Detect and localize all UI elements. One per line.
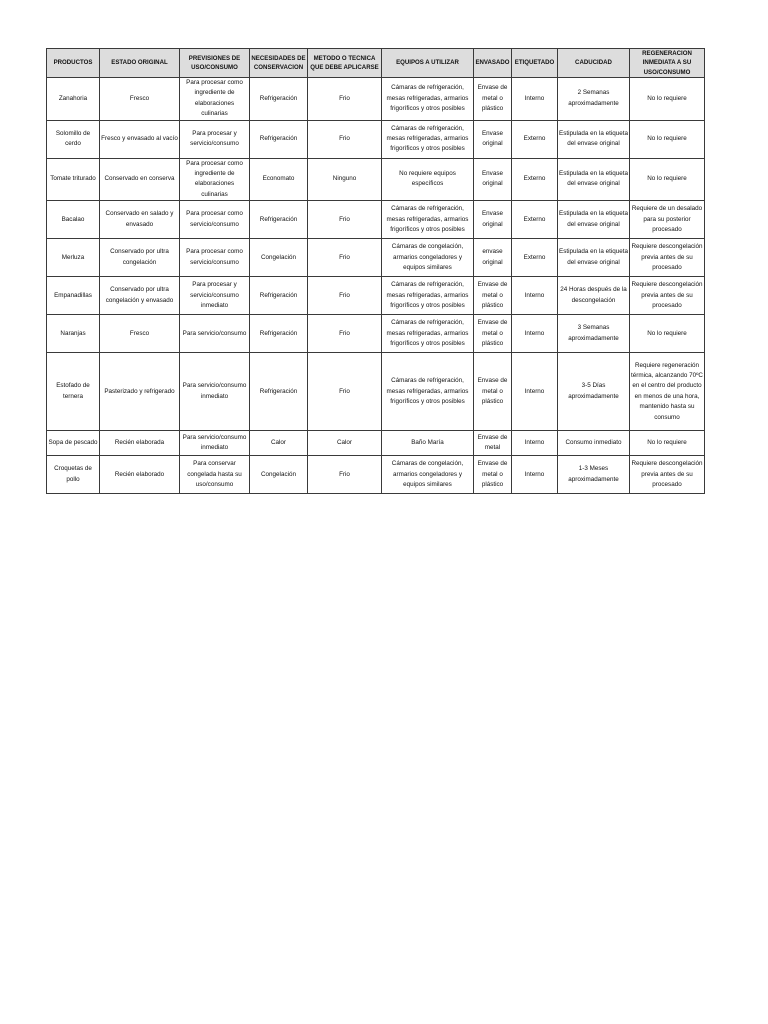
table-cell: Merluza [47,239,100,277]
table-cell: Frio [308,120,382,158]
table-cell: Tomate triturado [47,158,100,201]
table-cell: Zanahoria [47,78,100,121]
table-cell: Requiere descongelación previa antes de su procesado [630,277,705,315]
table-cell: Calor [308,431,382,456]
table-cell: No lo requiere [630,78,705,121]
table-cell: Requiere descongelación previa antes de su procesado [630,239,705,277]
table-row [47,120,705,158]
table-row [47,431,705,456]
table-cell: Estipulada en la etiqueta del envase original [558,120,630,158]
header-envasado: ENVASADO [474,49,512,78]
table-cell: Recién elaborado [100,456,180,494]
table-cell: Cámaras de refrigeración, mesas refrigeradas, armarios frigoríficos y otros posibles [382,120,474,158]
header-previsiones: PREVISIONES DE USO/CONSUMO [180,49,250,78]
table-cell: Estipulada en la etiqueta del envase original [558,158,630,201]
table-cell: Estipulada en la etiqueta del envase original [558,239,630,277]
table-cell: Requiere regeneración térmica, alcanzando 70ºC en el centro del producto en menos de una hora, mantenido hasta su consumo [630,353,705,431]
products-conservation-table [46,48,705,494]
table-cell: Para procesar como ingrediente de elaboraciones culinarias [180,78,250,121]
table-cell: Ninguno [308,158,382,201]
table-cell: Para procesar como servicio/consumo [180,239,250,277]
table-row [47,353,705,431]
table-cell: Externo [512,120,558,158]
table-row [47,239,705,277]
table-cell: Pasterizado y refrigerado [100,353,180,431]
table-cell: No requiere equipos específicos [382,158,474,201]
table-cell: Para conservar congelada hasta su uso/consumo [180,456,250,494]
table-cell: Cámaras de refrigeración, mesas refrigeradas, armarios frigoríficos y otros posibles [382,315,474,353]
table-cell: Frio [308,78,382,121]
table-cell: Conservado por ultra congelación y envasado [100,277,180,315]
header-caducidad: CADUCIDAD [558,49,630,78]
table-cell: Envase original [474,201,512,239]
table-cell: Requiere de un desalado para su posterior procesado [630,201,705,239]
table-cell: Congelación [250,239,308,277]
table-cell: Estofado de ternera [47,353,100,431]
table-cell: Requiere descongelación previa antes de su procesado [630,456,705,494]
table-cell: No lo requiere [630,120,705,158]
table-cell: Conservado por ultra congelación [100,239,180,277]
table-cell: Externo [512,201,558,239]
table-cell: Interno [512,78,558,121]
header-row [47,49,705,78]
table-cell: Refrigeración [250,315,308,353]
table-cell: Economato [250,158,308,201]
header-equipos: EQUIPOS A UTILIZAR [382,49,474,78]
table-cell: Envase de metal o plástico [474,277,512,315]
table-cell: Envase original [474,120,512,158]
table-cell: Para servicio/consumo inmediato [180,431,250,456]
table-cell: Interno [512,277,558,315]
table-cell: Para procesar y servicio/consumo inmediato [180,277,250,315]
table-row [47,158,705,201]
table-cell: 2 Semanas aproximadamente [558,78,630,121]
table-cell: Refrigeración [250,353,308,431]
table-cell: Para procesar como ingrediente de elaboraciones culinarias [180,158,250,201]
table-cell: Refrigeración [250,78,308,121]
table-cell: No lo requiere [630,315,705,353]
table-cell: Conservado en conserva [100,158,180,201]
table-cell: Interno [512,431,558,456]
table-cell: Fresco [100,315,180,353]
table-cell: Calor [250,431,308,456]
table-row [47,277,705,315]
table-cell: Externo [512,239,558,277]
table-cell: Naranjas [47,315,100,353]
table-cell: Para servicio/consumo inmediato [180,353,250,431]
table-cell: Conservado en salado y envasado [100,201,180,239]
header-etiquetado: ETIQUETADO [512,49,558,78]
table-cell: Para servicio/consumo [180,315,250,353]
table-row [47,315,705,353]
table-cell: Solomillo de cerdo [47,120,100,158]
table-cell: envase original [474,239,512,277]
table-cell: Congelación [250,456,308,494]
table-cell: Interno [512,456,558,494]
table-row [47,78,705,121]
table-cell: Fresco [100,78,180,121]
table-cell: Refrigeración [250,201,308,239]
table-cell: 24 Horas después de la descongelación [558,277,630,315]
table-cell: Sopa de pescado [47,431,100,456]
header-productos: PRODUCTOS [47,49,100,78]
table-cell: Frio [308,353,382,431]
table-cell: Fresco y envasado al vacío [100,120,180,158]
table-cell: 3 Semanas aproximadamente [558,315,630,353]
table-cell: Frio [308,201,382,239]
table-cell: Envase de metal o plástico [474,78,512,121]
table-cell: Baño María [382,431,474,456]
table-row [47,456,705,494]
table-cell: No lo requiere [630,158,705,201]
table-cell: Cámaras de congelación, armarios congeladores y equipos similares [382,456,474,494]
table-cell: Estipulada en la etiqueta del envase original [558,201,630,239]
table-cell: No lo requiere [630,431,705,456]
table-cell: Recién elaborada [100,431,180,456]
header-metodo: METODO O TECNICA QUE DEBE APLICARSE [308,49,382,78]
table-cell: Envase de metal o plástico [474,456,512,494]
table-cell: Bacalao [47,201,100,239]
table-row [47,201,705,239]
table-cell: Croquetas de pollo [47,456,100,494]
table-cell: Cámaras de refrigeración, mesas refrigeradas, armarios frigoríficos y otros posibles [382,277,474,315]
table-cell: Frio [308,456,382,494]
table-cell: Envase de metal [474,431,512,456]
table-cell: Refrigeración [250,120,308,158]
table-cell: Cámaras de refrigeración, mesas refrigeradas, armarios frigoríficos y otros posibles [382,201,474,239]
table-cell: Envase de metal o plástico [474,353,512,431]
table-cell: 1-3 Meses aproximadamente [558,456,630,494]
table-cell: Interno [512,353,558,431]
table-cell: 3-5 Días aproximadamente [558,353,630,431]
table-cell: Envase de metal o plástico [474,315,512,353]
table-cell: Frio [308,239,382,277]
header-estado-original: ESTADO ORIGINAL [100,49,180,78]
table-cell: Interno [512,315,558,353]
header-regeneracion: REGENERACION INMEDIATA A SU USO/CONSUMO [630,49,705,78]
table-cell: Refrigeración [250,277,308,315]
table-cell: Para procesar y servicio/consumo [180,120,250,158]
table-cell: Cámaras de congelación, armarios congeladores y equipos similares [382,239,474,277]
table-cell: Cámaras de refrigeración, mesas refrigeradas, armarios frigoríficos y otros posibles [382,353,474,431]
table-cell: Empanadillas [47,277,100,315]
spreadsheet-page [46,48,704,494]
table-cell: Envase original [474,158,512,201]
table-cell: Frio [308,277,382,315]
header-necesidades: NECESIDADES DE CONSERVACION [250,49,308,78]
table-cell: Cámaras de refrigeración, mesas refrigeradas, armarios frigoríficos y otros posibles [382,78,474,121]
table-cell: Frio [308,315,382,353]
table-cell: Para procesar como servicio/consumo [180,201,250,239]
table-cell: Externo [512,158,558,201]
table-cell: Consumo inmediato [558,431,630,456]
